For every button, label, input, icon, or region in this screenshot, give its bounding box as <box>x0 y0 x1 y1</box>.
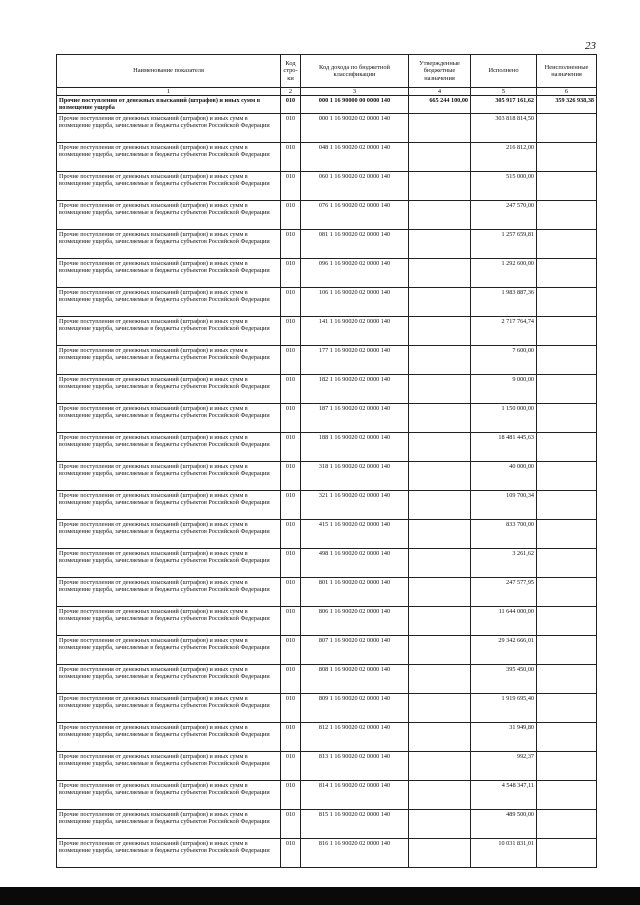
row-name: Прочие поступления от денежных взысканий (штрафов) и иных сумм в возмещение ущерба, зачисляемые в бюджеты субъектов Российской Федерации <box>57 577 281 606</box>
row-income-code: 815 1 16 90020 02 0000 140 <box>301 809 409 838</box>
header-approved: Утвержденные бюджетные назначения <box>409 55 471 88</box>
row-line-code: 010 <box>281 316 301 345</box>
row-line-code: 010 <box>281 548 301 577</box>
row-income-code: 801 1 16 90020 02 0000 140 <box>301 577 409 606</box>
row-name: Прочие поступления от денежных взысканий (штрафов) и иных сумм в возмещение ущерба, зачисляемые в бюджеты субъектов Российской Федерации <box>57 461 281 490</box>
column-number-row <box>57 88 597 96</box>
row-approved <box>409 751 471 780</box>
row-unexecuted <box>537 751 597 780</box>
row-approved <box>409 374 471 403</box>
row-name: Прочие поступления от денежных взысканий (штрафов) и иных сумм в возмещение ущерба, зачисляемые в бюджеты субъектов Российской Федерации <box>57 548 281 577</box>
row-unexecuted <box>537 287 597 316</box>
table-row <box>57 200 597 229</box>
row-unexecuted <box>537 374 597 403</box>
row-name: Прочие поступления от денежных взысканий (штрафов) и иных сумм в возмещение ущерба, зачисляемые в бюджеты субъектов Российской Федерации <box>57 606 281 635</box>
row-line-code: 010 <box>281 258 301 287</box>
table-row <box>57 548 597 577</box>
row-income-code: 812 1 16 90020 02 0000 140 <box>301 722 409 751</box>
row-line-code: 010 <box>281 432 301 461</box>
row-income-code: 106 1 16 90020 02 0000 140 <box>301 287 409 316</box>
row-executed: 31 949,80 <box>471 722 537 751</box>
row-unexecuted <box>537 577 597 606</box>
table-row <box>57 606 597 635</box>
row-unexecuted <box>537 316 597 345</box>
row-executed: 1 257 659,81 <box>471 229 537 258</box>
row-unexecuted <box>537 838 597 867</box>
row-name: Прочие поступления от денежных взысканий (штрафов) и иных сумм в возмещение ущерба, зачисляемые в бюджеты субъектов Российской Федерации <box>57 635 281 664</box>
row-name: Прочие поступления от денежных взысканий (штрафов) и иных сумм в возмещение ущерба, зачисляемые в бюджеты субъектов Российской Федерации <box>57 316 281 345</box>
row-income-code: 498 1 16 90020 02 0000 140 <box>301 548 409 577</box>
row-income-code: 318 1 16 90020 02 0000 140 <box>301 461 409 490</box>
row-unexecuted <box>537 635 597 664</box>
row-line-code: 010 <box>281 606 301 635</box>
row-approved <box>409 345 471 374</box>
row-unexecuted <box>537 200 597 229</box>
row-name: Прочие поступления от денежных взысканий (штрафов) и иных сумм в возмещение ущерба, зачисляемые в бюджеты субъектов Российской Федерации <box>57 722 281 751</box>
row-name: Прочие поступления от денежных взысканий (штрафов) и иных сумм в возмещение ущерба, зачисляемые в бюджеты субъектов Российской Федерации <box>57 403 281 432</box>
row-line-code: 010 <box>281 780 301 809</box>
row-approved <box>409 461 471 490</box>
row-approved <box>409 577 471 606</box>
row-approved <box>409 809 471 838</box>
row-line-code: 010 <box>281 345 301 374</box>
row-line-code: 010 <box>281 635 301 664</box>
table-row <box>57 577 597 606</box>
table-row <box>57 171 597 200</box>
row-executed: 10 031 831,01 <box>471 838 537 867</box>
row-income-code: 081 1 16 90020 02 0000 140 <box>301 229 409 258</box>
row-executed: 29 342 666,01 <box>471 635 537 664</box>
row-executed: 18 481 445,63 <box>471 432 537 461</box>
scan-bottom-edge <box>0 887 640 905</box>
row-approved <box>409 490 471 519</box>
row-name: Прочие поступления от денежных взысканий (штрафов) и иных сумм в возмещение ущерба, зачисляемые в бюджеты субъектов Российской Федерации <box>57 374 281 403</box>
row-approved <box>409 113 471 142</box>
row-approved <box>409 664 471 693</box>
row-executed: 303 818 814,50 <box>471 113 537 142</box>
row-income-code: 816 1 16 90020 02 0000 140 <box>301 838 409 867</box>
row-approved <box>409 316 471 345</box>
row-executed: 1 983 887,36 <box>471 287 537 316</box>
column-number: 3 <box>301 88 409 96</box>
row-line-code: 010 <box>281 809 301 838</box>
row-unexecuted <box>537 693 597 722</box>
table-row <box>57 519 597 548</box>
table-row <box>57 258 597 287</box>
row-executed: 247 577,95 <box>471 577 537 606</box>
column-number: 5 <box>471 88 537 96</box>
row-name: Прочие поступления от денежных взысканий (штрафов) и иных сумм в возмещение ущерба, зачисляемые в бюджеты субъектов Российской Федерации <box>57 113 281 142</box>
row-unexecuted <box>537 519 597 548</box>
table-row <box>57 664 597 693</box>
column-number: 6 <box>537 88 597 96</box>
table-row <box>57 403 597 432</box>
row-approved <box>409 171 471 200</box>
total-approved: 665 244 100,00 <box>409 96 471 113</box>
row-line-code: 010 <box>281 142 301 171</box>
row-line-code: 010 <box>281 287 301 316</box>
column-number: 4 <box>409 88 471 96</box>
row-approved <box>409 635 471 664</box>
row-name: Прочие поступления от денежных взысканий (штрафов) и иных сумм в возмещение ущерба, зачисляемые в бюджеты субъектов Российской Федерации <box>57 142 281 171</box>
row-income-code: 813 1 16 90020 02 0000 140 <box>301 751 409 780</box>
row-name: Прочие поступления от денежных взысканий (штрафов) и иных сумм в возмещение ущерба, зачисляемые в бюджеты субъектов Российской Федерации <box>57 838 281 867</box>
total-line-code: 010 <box>281 96 301 113</box>
row-income-code: 076 1 16 90020 02 0000 140 <box>301 200 409 229</box>
row-approved <box>409 780 471 809</box>
row-approved <box>409 693 471 722</box>
row-income-code: 188 1 16 90020 02 0000 140 <box>301 432 409 461</box>
table-row <box>57 490 597 519</box>
row-unexecuted <box>537 461 597 490</box>
row-executed: 1 292 600,00 <box>471 258 537 287</box>
table-row <box>57 374 597 403</box>
row-income-code: 060 1 16 90020 02 0000 140 <box>301 171 409 200</box>
column-number: 2 <box>281 88 301 96</box>
row-unexecuted <box>537 258 597 287</box>
row-line-code: 010 <box>281 751 301 780</box>
row-unexecuted <box>537 142 597 171</box>
row-unexecuted <box>537 229 597 258</box>
row-income-code: 321 1 16 90020 02 0000 140 <box>301 490 409 519</box>
header-line-code: Код стро-ки <box>281 55 301 88</box>
table-row <box>57 142 597 171</box>
table-row <box>57 316 597 345</box>
row-unexecuted <box>537 780 597 809</box>
table-row <box>57 432 597 461</box>
row-name: Прочие поступления от денежных взысканий (штрафов) и иных сумм в возмещение ущерба, зачисляемые в бюджеты субъектов Российской Федерации <box>57 490 281 519</box>
row-line-code: 010 <box>281 403 301 432</box>
table-row <box>57 809 597 838</box>
header-name: Наименование показателя <box>57 55 281 88</box>
row-name: Прочие поступления от денежных взысканий (штрафов) и иных сумм в возмещение ущерба, зачисляемые в бюджеты субъектов Российской Федерации <box>57 432 281 461</box>
row-approved <box>409 403 471 432</box>
row-income-code: 177 1 16 90020 02 0000 140 <box>301 345 409 374</box>
row-executed: 515 000,00 <box>471 171 537 200</box>
row-line-code: 010 <box>281 693 301 722</box>
row-income-code: 048 1 16 90020 02 0000 140 <box>301 142 409 171</box>
row-approved <box>409 548 471 577</box>
row-unexecuted <box>537 113 597 142</box>
column-number: 1 <box>57 88 281 96</box>
row-name: Прочие поступления от денежных взысканий (штрафов) и иных сумм в возмещение ущерба, зачисляемые в бюджеты субъектов Российской Федерации <box>57 287 281 316</box>
table-row <box>57 751 597 780</box>
row-name: Прочие поступления от денежных взысканий (штрафов) и иных сумм в возмещение ущерба, зачисляемые в бюджеты субъектов Российской Федерации <box>57 809 281 838</box>
row-executed: 11 644 000,00 <box>471 606 537 635</box>
row-unexecuted <box>537 722 597 751</box>
page-number: 23 <box>585 40 596 52</box>
row-name: Прочие поступления от денежных взысканий (штрафов) и иных сумм в возмещение ущерба, зачисляемые в бюджеты субъектов Российской Федерации <box>57 229 281 258</box>
row-line-code: 010 <box>281 229 301 258</box>
row-income-code: 808 1 16 90020 02 0000 140 <box>301 664 409 693</box>
row-income-code: 415 1 16 90020 02 0000 140 <box>301 519 409 548</box>
table-row <box>57 693 597 722</box>
row-line-code: 010 <box>281 722 301 751</box>
row-name: Прочие поступления от денежных взысканий (штрафов) и иных сумм в возмещение ущерба, зачисляемые в бюджеты субъектов Российской Федерации <box>57 519 281 548</box>
row-line-code: 010 <box>281 490 301 519</box>
row-unexecuted <box>537 606 597 635</box>
row-approved <box>409 838 471 867</box>
row-executed: 992,37 <box>471 751 537 780</box>
row-line-code: 010 <box>281 171 301 200</box>
row-unexecuted <box>537 664 597 693</box>
row-approved <box>409 142 471 171</box>
row-unexecuted <box>537 809 597 838</box>
row-approved <box>409 200 471 229</box>
total-row <box>57 96 597 113</box>
row-executed: 489 500,00 <box>471 809 537 838</box>
row-income-code: 187 1 16 90020 02 0000 140 <box>301 403 409 432</box>
table-row <box>57 461 597 490</box>
row-line-code: 010 <box>281 519 301 548</box>
row-executed: 395 450,00 <box>471 664 537 693</box>
row-executed: 40 000,00 <box>471 461 537 490</box>
total-executed: 305 917 161,62 <box>471 96 537 113</box>
row-approved <box>409 258 471 287</box>
row-unexecuted <box>537 171 597 200</box>
row-line-code: 010 <box>281 664 301 693</box>
row-unexecuted <box>537 432 597 461</box>
row-income-code: 806 1 16 90020 02 0000 140 <box>301 606 409 635</box>
table-row <box>57 287 597 316</box>
row-unexecuted <box>537 345 597 374</box>
table-row <box>57 113 597 142</box>
header-unexecuted: Неисполненные назначения <box>537 55 597 88</box>
row-income-code: 182 1 16 90020 02 0000 140 <box>301 374 409 403</box>
row-approved <box>409 432 471 461</box>
row-approved <box>409 519 471 548</box>
row-line-code: 010 <box>281 374 301 403</box>
row-executed: 3 261,62 <box>471 548 537 577</box>
row-income-code: 000 1 16 90020 02 0000 140 <box>301 113 409 142</box>
row-income-code: 807 1 16 90020 02 0000 140 <box>301 635 409 664</box>
row-name: Прочие поступления от денежных взысканий (штрафов) и иных сумм в возмещение ущерба, зачисляемые в бюджеты субъектов Российской Федерации <box>57 693 281 722</box>
row-executed: 9 000,00 <box>471 374 537 403</box>
row-executed: 2 717 764,74 <box>471 316 537 345</box>
row-executed: 109 700,34 <box>471 490 537 519</box>
row-name: Прочие поступления от денежных взысканий (штрафов) и иных сумм в возмещение ущерба, зачисляемые в бюджеты субъектов Российской Федерации <box>57 171 281 200</box>
row-executed: 247 570,00 <box>471 200 537 229</box>
row-line-code: 010 <box>281 113 301 142</box>
row-line-code: 010 <box>281 200 301 229</box>
row-approved <box>409 606 471 635</box>
row-name: Прочие поступления от денежных взысканий (штрафов) и иных сумм в возмещение ущерба, зачисляемые в бюджеты субъектов Российской Федерации <box>57 664 281 693</box>
table-row <box>57 838 597 867</box>
row-approved <box>409 722 471 751</box>
header-row <box>57 55 597 88</box>
row-name: Прочие поступления от денежных взысканий (штрафов) и иных сумм в возмещение ущерба, зачисляемые в бюджеты субъектов Российской Федерации <box>57 345 281 374</box>
row-approved <box>409 229 471 258</box>
total-name: Прочие поступления от денежных взысканий (штрафов) и иных сумм в возмещение ущерба <box>57 96 281 113</box>
row-executed: 1 919 695,40 <box>471 693 537 722</box>
row-name: Прочие поступления от денежных взысканий (штрафов) и иных сумм в возмещение ущерба, зачисляемые в бюджеты субъектов Российской Федерации <box>57 751 281 780</box>
table-row <box>57 345 597 374</box>
row-income-code: 814 1 16 90020 02 0000 140 <box>301 780 409 809</box>
row-name: Прочие поступления от денежных взысканий (штрафов) и иных сумм в возмещение ущерба, зачисляемые в бюджеты субъектов Российской Федерации <box>57 258 281 287</box>
row-unexecuted <box>537 490 597 519</box>
row-line-code: 010 <box>281 461 301 490</box>
table-row <box>57 635 597 664</box>
row-executed: 4 548 347,11 <box>471 780 537 809</box>
row-line-code: 010 <box>281 577 301 606</box>
row-name: Прочие поступления от денежных взысканий (штрафов) и иных сумм в возмещение ущерба, зачисляемые в бюджеты субъектов Российской Федерации <box>57 780 281 809</box>
row-income-code: 141 1 16 90020 02 0000 140 <box>301 316 409 345</box>
row-executed: 7 600,00 <box>471 345 537 374</box>
row-name: Прочие поступления от денежных взысканий (штрафов) и иных сумм в возмещение ущерба, зачисляемые в бюджеты субъектов Российской Федерации <box>57 200 281 229</box>
row-approved <box>409 287 471 316</box>
row-executed: 1 150 000,00 <box>471 403 537 432</box>
header-executed: Исполнено <box>471 55 537 88</box>
table-row <box>57 229 597 258</box>
income-report-table <box>56 54 597 868</box>
header-income-code: Код дохода по бюджетной классификации <box>301 55 409 88</box>
row-executed: 833 700,00 <box>471 519 537 548</box>
row-line-code: 010 <box>281 838 301 867</box>
row-income-code: 809 1 16 90020 02 0000 140 <box>301 693 409 722</box>
total-income-code: 000 1 16 90000 00 0000 140 <box>301 96 409 113</box>
total-unexecuted: 359 326 938,38 <box>537 96 597 113</box>
row-unexecuted <box>537 548 597 577</box>
table-row <box>57 722 597 751</box>
table-row <box>57 780 597 809</box>
row-executed: 216 812,00 <box>471 142 537 171</box>
row-income-code: 096 1 16 90020 02 0000 140 <box>301 258 409 287</box>
row-unexecuted <box>537 403 597 432</box>
